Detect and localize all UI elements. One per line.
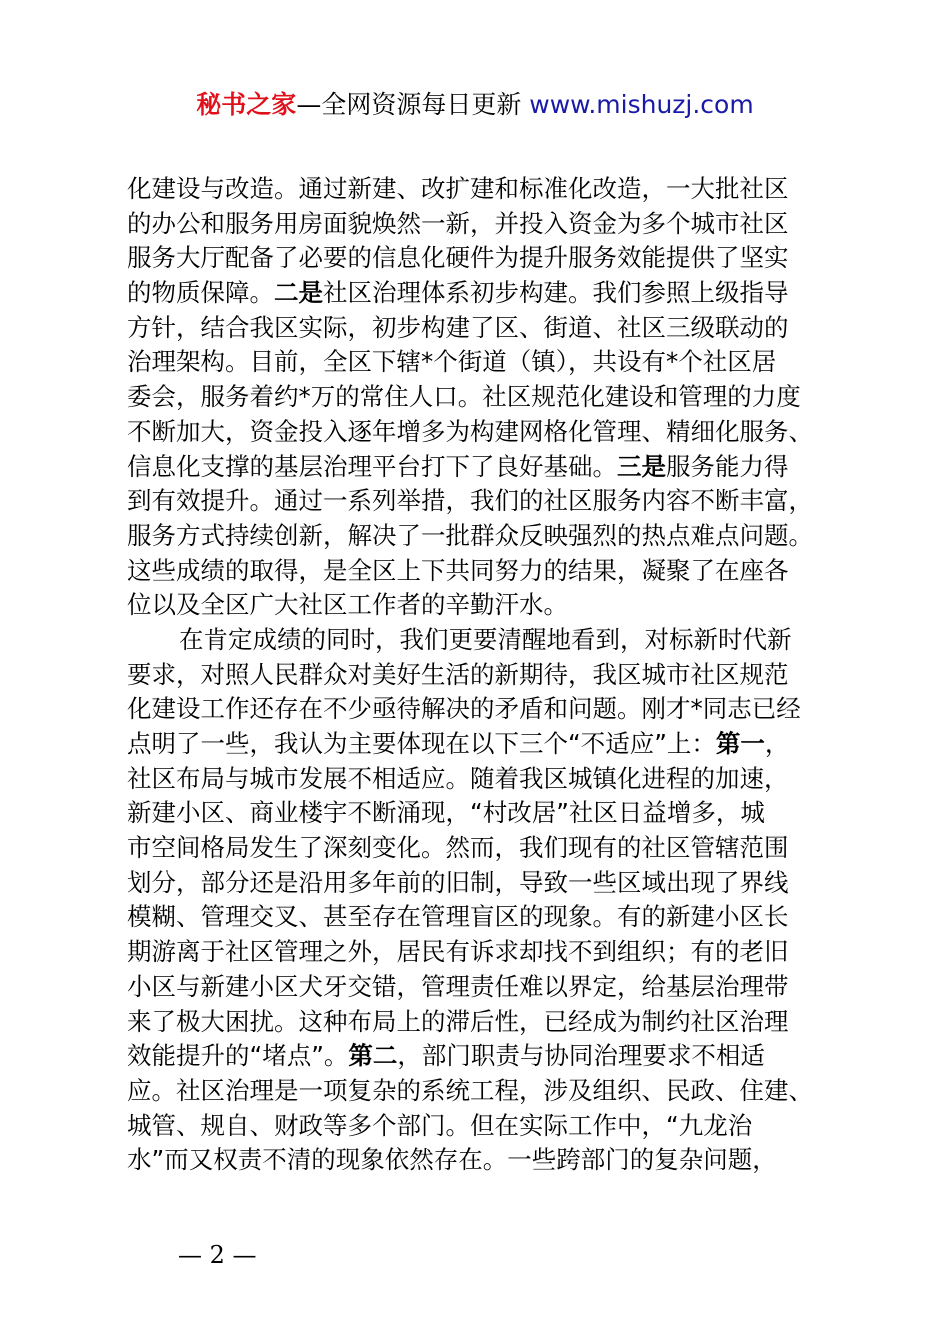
text-line xyxy=(127,345,827,380)
site-url[interactable]: www.mishuzj.com xyxy=(529,90,754,119)
text-line xyxy=(127,762,827,797)
document-body xyxy=(127,172,827,1178)
text-segment: 效能提升的“堵点”。 xyxy=(127,1041,349,1071)
text-segment: 点明了一些，我认为主要体现在以下三个“不适应”上： xyxy=(127,729,716,758)
text-line xyxy=(127,1039,827,1074)
text-line xyxy=(127,866,827,901)
text-line xyxy=(127,658,827,693)
text-segment: 新建小区、商业楼宇不断涌现，“村改居”社区日益增多，城 xyxy=(127,798,765,828)
site-header xyxy=(0,88,950,122)
text-line xyxy=(127,727,827,762)
text-line xyxy=(127,380,827,415)
bold-keyword: 第一 xyxy=(715,729,765,758)
text-line xyxy=(127,900,827,935)
text-line xyxy=(127,450,827,485)
text-segment: ， xyxy=(764,729,790,758)
text-line xyxy=(127,276,827,311)
bold-keyword: 第二 xyxy=(348,1041,398,1071)
text-line xyxy=(127,692,827,727)
text-segment: 的办公和服务用房面貌焕然一新，并投入资金为多个城市社区 xyxy=(127,208,789,238)
text-segment: 位以及全区广大社区工作者的辛勤汗水。 xyxy=(127,590,568,620)
text-segment: 信息化支撑的基层治理平台打下了良好基础。 xyxy=(127,451,617,481)
text-line xyxy=(127,311,827,346)
text-segment: 治理架构。目前，全区下辖*个街道（镇），共设有*个社区居 xyxy=(127,347,777,377)
text-segment: 化建设工作还存在不少亟待解决的矛盾和问题。刚才*同志已经 xyxy=(127,694,801,724)
text-segment: 服务能力得 xyxy=(666,451,789,481)
text-line xyxy=(127,519,827,554)
text-segment: 城管、规自、财政等多个部门。但在实际工作中，“九龙治 xyxy=(127,1110,753,1140)
text-line xyxy=(127,970,827,1005)
text-line xyxy=(127,172,827,207)
text-segment: 方针，结合我区实际，初步构建了区、街道、社区三级联动的 xyxy=(127,312,789,342)
text-segment: 要求，对照人民群众对美好生活的新期待，我区城市社区规范 xyxy=(127,659,789,689)
brand-name: 秘书之家 xyxy=(196,90,297,119)
text-line xyxy=(127,415,827,450)
page-number: — 2 — xyxy=(178,1241,257,1269)
bold-keyword: 二是 xyxy=(274,278,323,308)
text-segment: 这些成绩的取得，是全区上下共同努力的结果，凝聚了在座各 xyxy=(127,555,789,585)
text-segment: 的物质保障。 xyxy=(127,278,274,308)
text-line xyxy=(127,1005,827,1040)
text-segment: 服务大厅配备了必要的信息化硬件为提升服务效能提供了坚实 xyxy=(127,243,789,273)
text-segment: 期游离于社区管理之外，居民有诉求却找不到组织；有的老旧 xyxy=(127,937,789,967)
text-line xyxy=(127,588,827,623)
text-segment: 不断加大，资金投入逐年增多为构建网格化管理、精细化服务、 xyxy=(127,416,813,446)
text-line xyxy=(127,623,827,658)
text-segment: 在肯定成绩的同时，我们更要清醒地看到，对标新时代新 xyxy=(179,624,792,654)
text-line xyxy=(127,935,827,970)
text-segment: 来了极大困扰。这种布局上的滞后性，已经成为制约社区治理 xyxy=(127,1006,789,1036)
text-segment: 划分，部分还是沿用多年前的旧制，导致一些区域出现了界线 xyxy=(127,867,789,897)
text-line xyxy=(127,1143,827,1178)
text-line xyxy=(127,207,827,242)
header-tagline: —全网资源每日更新 xyxy=(296,90,522,119)
text-line xyxy=(127,831,827,866)
text-segment: ，部门职责与协同治理要求不相适 xyxy=(397,1041,765,1071)
text-segment: 到有效提升。通过一系列举措，我们的社区服务内容不断丰富， xyxy=(127,486,813,516)
text-line xyxy=(127,1074,827,1109)
text-line xyxy=(127,796,827,831)
bold-keyword: 三是 xyxy=(617,451,666,481)
text-segment: 化建设与改造。通过新建、改扩建和标准化改造，一大批社区 xyxy=(127,174,789,203)
text-line xyxy=(127,241,827,276)
text-segment: 水”而又权责不清的现象依然存在。一些跨部门的复杂问题， xyxy=(127,1145,777,1175)
text-segment: 市空间格局发生了深刻变化。然而，我们现有的社区管辖范围 xyxy=(127,833,789,863)
text-segment: 服务方式持续创新，解决了一批群众反映强烈的热点难点问题。 xyxy=(127,520,813,550)
text-segment: 社区布局与城市发展不相适应。随着我区城镇化进程的加速， xyxy=(127,763,789,793)
text-line xyxy=(127,484,827,519)
text-line xyxy=(127,554,827,589)
text-segment: 小区与新建小区犬牙交错，管理责任难以界定，给基层治理带 xyxy=(127,971,789,1001)
text-segment: 委会，服务着约*万的常住人口。社区规范化建设和管理的力度 xyxy=(127,382,801,412)
text-segment: 模糊、管理交叉、甚至存在管理盲区的现象。有的新建小区长 xyxy=(127,902,789,932)
text-segment: 应。社区治理是一项复杂的系统工程，涉及组织、民政、住建、 xyxy=(127,1075,813,1105)
text-segment: 社区治理体系初步构建。我们参照上级指导 xyxy=(323,278,789,308)
text-line xyxy=(127,1109,827,1144)
